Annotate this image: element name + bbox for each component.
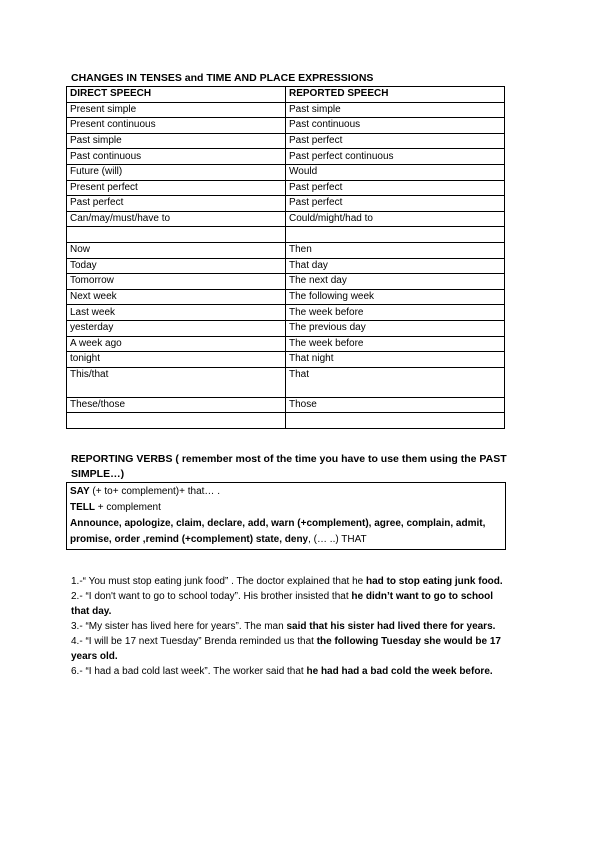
- example-1: [71, 574, 511, 589]
- reported-speech-cell: Past perfect: [286, 133, 505, 149]
- reported-speech-cell: The following week: [286, 289, 505, 305]
- direct-speech-cell: These/those: [67, 397, 286, 413]
- tell-rule: + complement: [95, 502, 161, 513]
- table-row: [67, 367, 505, 397]
- tell-line: [70, 500, 502, 516]
- table-row: [67, 242, 505, 258]
- say-keyword: SAY: [70, 486, 90, 497]
- table-row: [67, 274, 505, 290]
- reported-speech-cell: Then: [286, 242, 505, 258]
- direct-speech-cell: Today: [67, 258, 286, 274]
- table-row: [67, 196, 505, 212]
- reported-speech-cell: Past simple: [286, 102, 505, 118]
- tenses-table-body: [67, 102, 505, 428]
- reported-speech-cell: The week before: [286, 305, 505, 321]
- reported-speech-cell: Would: [286, 164, 505, 180]
- reporting-verbs-heading: REPORTING VERBS ( remember most of the time you have to use them using the PAST SIMPLE…): [71, 453, 507, 480]
- say-line: [70, 484, 502, 500]
- examples-section: [71, 574, 511, 679]
- direct-speech-cell: Present continuous: [67, 118, 286, 134]
- direct-speech-cell: Future (will): [67, 164, 286, 180]
- example-sentence: 3.- “My sister has lived here for years”. The man: [71, 621, 287, 632]
- table-row: [67, 397, 505, 413]
- direct-speech-cell: Past simple: [67, 133, 286, 149]
- example-3: [71, 619, 511, 634]
- direct-speech-cell: [67, 413, 286, 429]
- direct-speech-cell: Can/may/must/have to: [67, 211, 286, 227]
- table-row: [67, 180, 505, 196]
- direct-speech-cell: Past perfect: [67, 196, 286, 212]
- direct-speech-cell: yesterday: [67, 320, 286, 336]
- example-answer: said that his sister had lived there for years.: [286, 621, 496, 632]
- table-row: [67, 102, 505, 118]
- direct-speech-cell: A week ago: [67, 336, 286, 352]
- reported-speech-cell: The week before: [286, 336, 505, 352]
- column-header-reported: REPORTED SPEECH: [286, 87, 505, 103]
- reported-speech-cell: The previous day: [286, 320, 505, 336]
- verbs-list-tail: , (… ..) THAT: [308, 534, 367, 545]
- reported-speech-cell: That day: [286, 258, 505, 274]
- column-header-direct: DIRECT SPEECH: [67, 87, 286, 103]
- example-answer: the following Tuesday she would be 17 years old.: [71, 636, 501, 662]
- table-row: [67, 164, 505, 180]
- direct-speech-cell: [67, 227, 286, 243]
- table-header-row: [67, 87, 505, 103]
- reported-speech-cell: That: [286, 367, 505, 397]
- example-sentence: 6.- “I had a bad cold last week”. The worker said that: [71, 666, 307, 677]
- table-row: [67, 305, 505, 321]
- reported-speech-cell: Those: [286, 397, 505, 413]
- direct-speech-cell: This/that: [67, 367, 286, 397]
- table-row: [67, 258, 505, 274]
- example-sentence: 2.- “I don't want to go to school today”. His brother insisted that: [71, 591, 352, 602]
- tenses-table: [66, 86, 505, 429]
- reported-speech-cell: [286, 227, 505, 243]
- table-row: [67, 336, 505, 352]
- example-answer: he had had a bad cold the week before.: [306, 666, 493, 677]
- direct-speech-cell: tonight: [67, 352, 286, 368]
- tell-keyword: TELL: [70, 502, 95, 513]
- example-6: [71, 664, 511, 679]
- example-answer: he didn’t want to go to school that day.: [71, 591, 494, 617]
- table-row: [67, 211, 505, 227]
- direct-speech-cell: Tomorrow: [67, 274, 286, 290]
- example-2: [71, 589, 511, 619]
- table-row: [67, 133, 505, 149]
- verbs-list: Announce, apologize, claim, declare, add, warn (+complement), agree, complain, admit, promise, order ,remind (+complement) state, deny: [70, 518, 486, 545]
- direct-speech-cell: Last week: [67, 305, 286, 321]
- example-answer: had to stop eating junk food.: [366, 576, 503, 587]
- reported-speech-cell: Past perfect: [286, 196, 505, 212]
- direct-speech-cell: Next week: [67, 289, 286, 305]
- direct-speech-cell: Now: [67, 242, 286, 258]
- direct-speech-cell: Present simple: [67, 102, 286, 118]
- example-sentence: 1.-“ You must stop eating junk food” . The doctor explained that he: [71, 576, 367, 587]
- reported-speech-cell: Past perfect: [286, 180, 505, 196]
- table-row: [67, 118, 505, 134]
- table-row: [67, 352, 505, 368]
- example-sentence: 4.- “I will be 17 next Tuesday” Brenda reminded us that: [71, 636, 317, 647]
- reported-speech-cell: Past perfect continuous: [286, 149, 505, 165]
- page-title: CHANGES IN TENSES and TIME AND PLACE EXPRESSIONS: [71, 72, 374, 84]
- reporting-verbs-box: [66, 482, 506, 550]
- reported-speech-cell: That night: [286, 352, 505, 368]
- table-row: [67, 320, 505, 336]
- reported-speech-cell: Past continuous: [286, 118, 505, 134]
- example-4: [71, 634, 511, 664]
- direct-speech-cell: Present perfect: [67, 180, 286, 196]
- reported-speech-cell: Could/might/had to: [286, 211, 505, 227]
- reported-speech-cell: [286, 413, 505, 429]
- table-row: [67, 289, 505, 305]
- direct-speech-cell: Past continuous: [67, 149, 286, 165]
- table-row: [67, 413, 505, 429]
- table-row: [67, 149, 505, 165]
- verbs-list-line: [70, 516, 502, 548]
- reported-speech-cell: The next day: [286, 274, 505, 290]
- say-rule: (+ to+ complement)+ that… .: [89, 486, 220, 497]
- table-row: [67, 227, 505, 243]
